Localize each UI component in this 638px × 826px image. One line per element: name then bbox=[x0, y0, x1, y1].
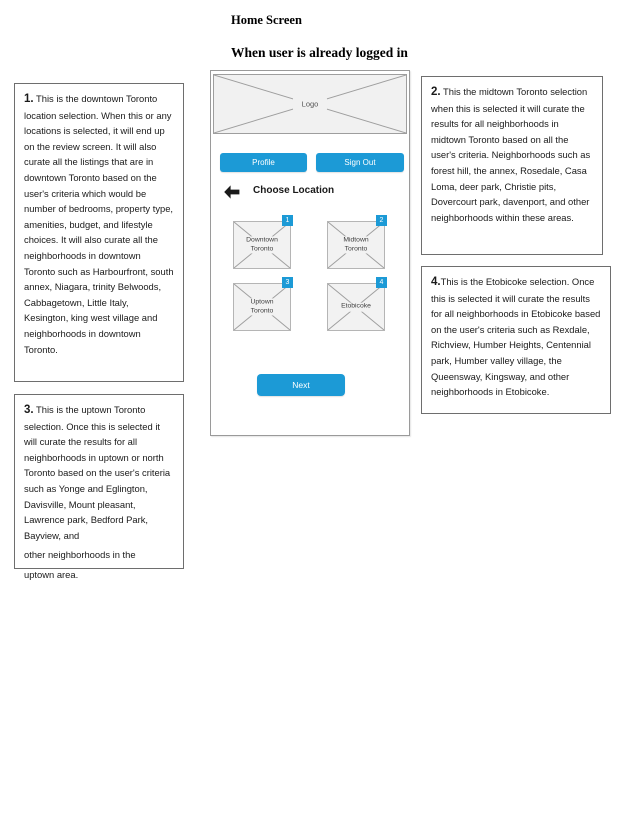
annotation-number-1: 1. bbox=[24, 93, 34, 105]
annotation-number-2: 2. bbox=[431, 86, 441, 98]
annotation-number-4: 4. bbox=[431, 276, 441, 288]
annotation-text-1: This is the downtown Toronto location selection. When this or any locations is selected, it will end up on the review screen. It will also curate all the listings that are in downtown Toronto based on the user's criteria which would be number of bedrooms, property type, amenities, budget, and lifestyle choices. It will also curate all the neighborhoods in downtown Toronto such as Harbourfront, south annex, Niagara, trinity Belwoods, Cabbagetown, Little Italy, Kesington, king west village and neighborhoods in downtown Toronto. bbox=[24, 93, 174, 355]
location-card-label-line1: Midtown bbox=[328, 236, 384, 245]
location-card-downtown-toronto[interactable] bbox=[233, 217, 291, 269]
location-card-label-line1: Downtown bbox=[234, 236, 290, 245]
logo-placeholder-label: Logo bbox=[293, 99, 327, 110]
annotation-text-3-tail-2: uptown area. bbox=[24, 568, 79, 580]
annotation-text-4: This is the Etobicoke selection. Once this is selected it will curate the results for all neighborhoods in Etobicoke based on the user's criteria such as Rexdale, Richview, Humber Heights, Centennial park, Humber valley village, the Queensway, Kingsway, and other neighborhoods in Etobicoke. bbox=[431, 276, 601, 398]
location-cards-grid bbox=[233, 215, 393, 341]
choose-location-header bbox=[220, 182, 405, 204]
logo-image-placeholder bbox=[213, 74, 407, 134]
sign-out-button[interactable]: Sign Out bbox=[316, 153, 404, 172]
phone-mockup-frame bbox=[210, 70, 410, 436]
location-card-label-line2: Toronto bbox=[234, 245, 290, 254]
annotation-note-4 bbox=[421, 266, 611, 414]
location-card-label-line2: Toronto bbox=[328, 245, 384, 254]
annotation-text-2: This the midtown Toronto selection when this is selected it will curate the results for all neighborhoods in midtown Toronto based on all the user's criteria. Neighborhoods such as forest hill, the annex, Rosedale, Casa Loma, deer park, Christie pits, Dovercourt park, davenport, and other neighborhoods within these areas. bbox=[431, 86, 591, 223]
page-subtitle-logged-in: When user is already logged in bbox=[231, 45, 408, 60]
annotation-note-2 bbox=[421, 76, 603, 255]
location-card-label-line1: Uptown bbox=[234, 298, 290, 307]
location-card-label-line2: Toronto bbox=[234, 307, 290, 316]
location-card-badge-2: 2 bbox=[376, 215, 387, 226]
next-button[interactable]: Next bbox=[257, 374, 345, 396]
location-card-badge-1: 1 bbox=[282, 215, 293, 226]
location-card-badge-3: 3 bbox=[282, 277, 293, 288]
location-card-etobicoke[interactable] bbox=[327, 279, 385, 331]
annotation-note-1 bbox=[14, 83, 184, 382]
location-card-midtown-toronto[interactable] bbox=[327, 217, 385, 269]
profile-button[interactable]: Profile bbox=[220, 153, 307, 172]
location-card-label bbox=[328, 236, 384, 253]
choose-location-title: Choose Location bbox=[253, 185, 335, 196]
location-card-label bbox=[234, 236, 290, 253]
annotation-note-3 bbox=[14, 394, 184, 580]
location-card-label-line1: Etobicoke bbox=[328, 303, 384, 312]
page-title-home-screen: Home Screen bbox=[231, 13, 302, 27]
location-card-label bbox=[234, 298, 290, 315]
location-card-badge-4: 4 bbox=[376, 277, 387, 288]
location-card-uptown-toronto[interactable] bbox=[233, 279, 291, 331]
annotation-text-3: This is the uptown Toronto selection. Once this is selected it will curate the results for all neighborhoods in uptown or north Toronto based on the user's criteria such as Yonge and Eglington, Davisville, Mount pleasant, Lawrence park, Bedford Park, Bayview, and bbox=[24, 404, 171, 541]
annotation-number-3: 3. bbox=[24, 404, 34, 416]
location-card-label bbox=[328, 303, 384, 312]
annotation-text-3-tail-1: other neighborhoods in the bbox=[24, 549, 136, 561]
back-arrow-icon[interactable] bbox=[222, 182, 242, 202]
